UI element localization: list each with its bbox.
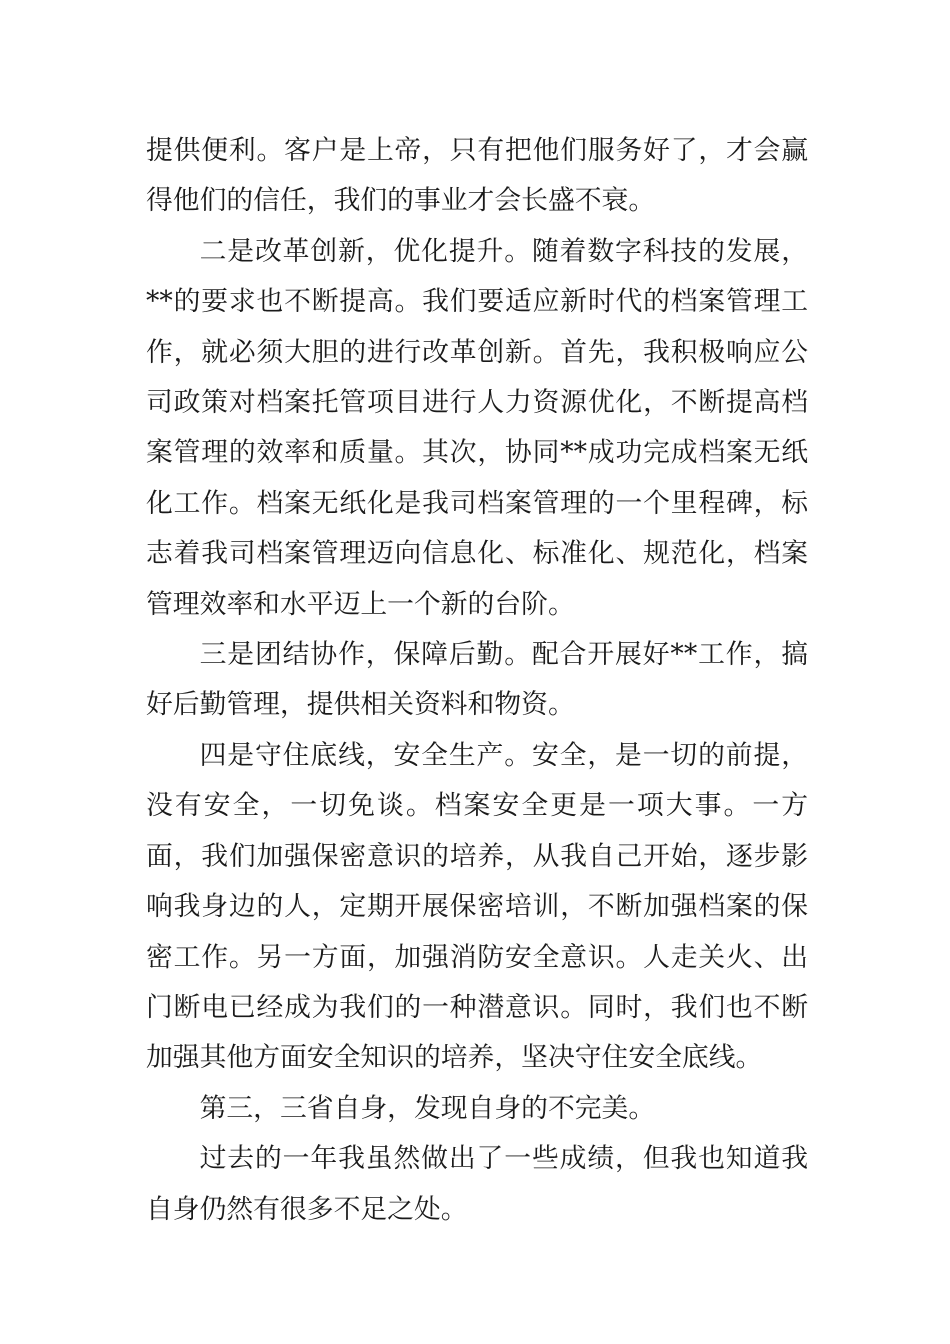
paragraph-reform-innovation: 二是改革创新，优化提升。随着数字科技的发展，**的要求也不断提高。我们要适应新时代的档案管理工作，就必须大胆的进行改革创新。首先，我积极响应公司政策对档案托管项目进行人力资源优化，不断提高档案管理的效率和质量。其次，协同**成功完成档案无纸化工作。档案无纸化是我司档案管理的一个里程碑，标志着我司档案管理迈向信息化、标准化、规范化，档案管理效率和水平迈上一个新的台阶。 (146, 235, 808, 620)
paragraph-teamwork-logistics: 三是团结协作，保障后勤。配合开展好**工作，搞好后勤管理，提供相关资料和物资。 (146, 639, 808, 721)
section-heading-self-reflection: 第三，三省自身，发现自身的不完美。 (199, 1092, 656, 1124)
paragraph-safety-bottom-line: 四是守住底线，安全生产。安全，是一切的前提，没有安全，一切免谈。档案安全更是一项大事。一方面，我们加强保密意识的培养，从我自己开始，逐步影响我身边的人，定期开展保密培训，不断加强档案的保密工作。另一方面，加强消防安全意识。人走关火、出门断电已经成为我们的一种潜意识。同时，我们也不断加强其他方面安全知识的培养，坚决守住安全底线。 (146, 739, 808, 1074)
document-page (146, 126, 808, 1235)
paragraph-continuation: 提供便利。客户是上帝，只有把他们服务好了，才会赢得他们的信任，我们的事业才会长盛不衰。 (146, 135, 808, 217)
paragraph-shortcomings: 过去的一年我虽然做出了一些成绩，但我也知道我自身仍然有很多不足之处。 (146, 1143, 808, 1225)
